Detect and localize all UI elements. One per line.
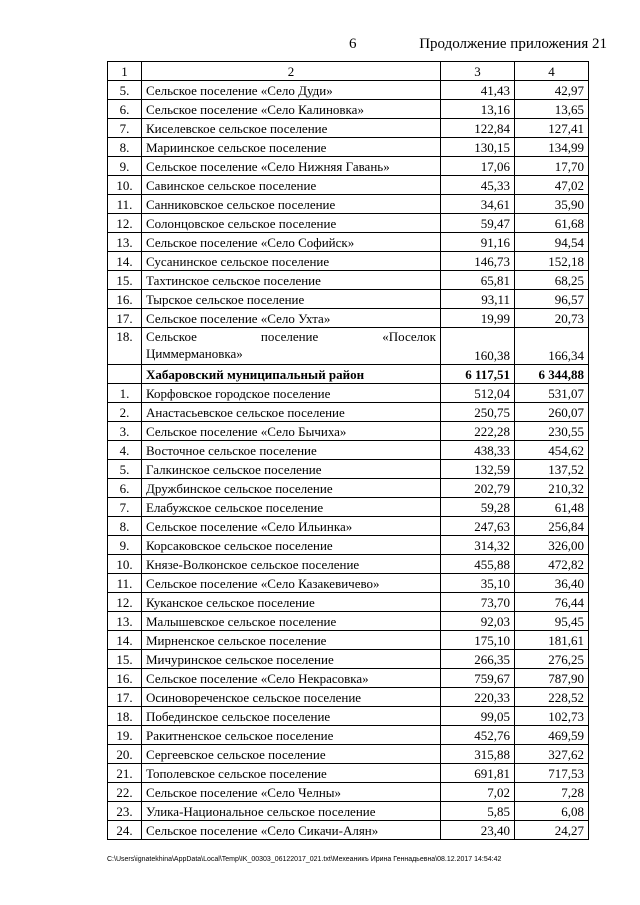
row-name: Ракитненское сельское поселение bbox=[142, 726, 441, 745]
row-value-4: 137,52 bbox=[515, 460, 589, 479]
table-row bbox=[108, 309, 589, 328]
row-value-3: 92,03 bbox=[441, 612, 515, 631]
table-row bbox=[108, 384, 589, 403]
table-row bbox=[108, 157, 589, 176]
row-name: Сельское поселение «Село Калиновка» bbox=[142, 100, 441, 119]
row-value-4: 454,62 bbox=[515, 441, 589, 460]
row-value-3: 73,70 bbox=[441, 593, 515, 612]
row-value-4: 256,84 bbox=[515, 517, 589, 536]
row-value-4: 230,55 bbox=[515, 422, 589, 441]
row-value-3: 512,04 bbox=[441, 384, 515, 403]
table-row bbox=[108, 214, 589, 233]
row-value-4: 787,90 bbox=[515, 669, 589, 688]
row-value-4: 36,40 bbox=[515, 574, 589, 593]
table-row bbox=[108, 252, 589, 271]
table-row bbox=[108, 612, 589, 631]
row-number: 5. bbox=[108, 81, 142, 100]
row-name: Мичуринское сельское поселение bbox=[142, 650, 441, 669]
row-value-4: 6,08 bbox=[515, 802, 589, 821]
table-row bbox=[108, 441, 589, 460]
row-name: Побединское сельское поселение bbox=[142, 707, 441, 726]
footer-path: C:\Users\ignatekhina\AppData\Local\Temp\IK_00303_06122017_021.txt\Мехеаникъ Ирина Геннадьевна\08.12.2017 14:54:42 bbox=[107, 856, 502, 863]
row-value-3: 13,16 bbox=[441, 100, 515, 119]
row-name: Сельское поселение «Село Сикачи-Алян» bbox=[142, 821, 441, 840]
row-number: 24. bbox=[108, 821, 142, 840]
row-number bbox=[108, 365, 142, 384]
row-value-4: 35,90 bbox=[515, 195, 589, 214]
table-row bbox=[108, 119, 589, 138]
row-number: 10. bbox=[108, 176, 142, 195]
row-name: Сергеевское сельское поселение bbox=[142, 745, 441, 764]
row-value-4: 717,53 bbox=[515, 764, 589, 783]
row-value-4: 152,18 bbox=[515, 252, 589, 271]
row-name: Сельское поселение «Село Челны» bbox=[142, 783, 441, 802]
row-name: Сельское поселение «Село Казакевичево» bbox=[142, 574, 441, 593]
table-row bbox=[108, 821, 589, 840]
row-value-3: 17,06 bbox=[441, 157, 515, 176]
row-number: 16. bbox=[108, 290, 142, 309]
row-value-3: 455,88 bbox=[441, 555, 515, 574]
row-value-4: 95,45 bbox=[515, 612, 589, 631]
row-value-4: 76,44 bbox=[515, 593, 589, 612]
table-row bbox=[108, 574, 589, 593]
row-number: 19. bbox=[108, 726, 142, 745]
row-name-word: «Поселок bbox=[382, 329, 436, 344]
table-row bbox=[108, 271, 589, 290]
row-number: 10. bbox=[108, 555, 142, 574]
row-value-3: 35,10 bbox=[441, 574, 515, 593]
table-row bbox=[108, 81, 589, 100]
row-name: Сельское поселение «Село Софийск» bbox=[142, 233, 441, 252]
row-name: Анастасьевское сельское поселение bbox=[142, 403, 441, 422]
table-row bbox=[108, 536, 589, 555]
row-value-4: 20,73 bbox=[515, 309, 589, 328]
row-number: 22. bbox=[108, 783, 142, 802]
table-row bbox=[108, 422, 589, 441]
row-number: 21. bbox=[108, 764, 142, 783]
table-row bbox=[108, 138, 589, 157]
row-value-4: 276,25 bbox=[515, 650, 589, 669]
table-row bbox=[108, 631, 589, 650]
row-value-4: 42,97 bbox=[515, 81, 589, 100]
continuation-label: Продолжение приложения 21 bbox=[419, 36, 607, 52]
row-name: Сельское поселение «Село Дуди» bbox=[142, 81, 441, 100]
row-value-3: 146,73 bbox=[441, 252, 515, 271]
row-value-3: 691,81 bbox=[441, 764, 515, 783]
table-row bbox=[108, 764, 589, 783]
row-value-3: 34,61 bbox=[441, 195, 515, 214]
row-value-3: 266,35 bbox=[441, 650, 515, 669]
row-number: 16. bbox=[108, 669, 142, 688]
table-row bbox=[108, 100, 589, 119]
table-row bbox=[108, 460, 589, 479]
row-number: 8. bbox=[108, 517, 142, 536]
row-value-3: 23,40 bbox=[441, 821, 515, 840]
row-name: Князе-Волконское сельское поселение bbox=[142, 555, 441, 574]
table-row bbox=[108, 479, 589, 498]
row-number: 7. bbox=[108, 119, 142, 138]
row-value-4: 102,73 bbox=[515, 707, 589, 726]
row-number: 11. bbox=[108, 574, 142, 593]
row-value-4: 7,28 bbox=[515, 783, 589, 802]
district-value-3: 6 117,51 bbox=[441, 365, 515, 384]
row-value-4: 166,34 bbox=[515, 328, 589, 365]
row-name: Тырское сельское поселение bbox=[142, 290, 441, 309]
table-row bbox=[108, 707, 589, 726]
row-value-4: 228,52 bbox=[515, 688, 589, 707]
row-value-4: 469,59 bbox=[515, 726, 589, 745]
row-value-3: 41,43 bbox=[441, 81, 515, 100]
row-value-3: 91,16 bbox=[441, 233, 515, 252]
row-value-3: 59,28 bbox=[441, 498, 515, 517]
header-cell-3: 3 bbox=[441, 62, 515, 81]
row-value-3: 438,33 bbox=[441, 441, 515, 460]
row-value-3: 7,02 bbox=[441, 783, 515, 802]
row-name: Санниковское сельское поселение bbox=[142, 195, 441, 214]
row-name bbox=[142, 328, 441, 365]
table-row bbox=[108, 555, 589, 574]
row-value-3: 250,75 bbox=[441, 403, 515, 422]
district-name: Хабаровский муниципальный район bbox=[142, 365, 441, 384]
table-body bbox=[108, 62, 589, 840]
row-value-4: 210,32 bbox=[515, 479, 589, 498]
row-value-3: 19,99 bbox=[441, 309, 515, 328]
row-name-word: поселение bbox=[260, 329, 319, 344]
table-row bbox=[108, 233, 589, 252]
row-name: Тополевское сельское поселение bbox=[142, 764, 441, 783]
row-value-3: 59,47 bbox=[441, 214, 515, 233]
table-row bbox=[108, 802, 589, 821]
row-value-3: 314,32 bbox=[441, 536, 515, 555]
row-value-3: 247,63 bbox=[441, 517, 515, 536]
row-number: 9. bbox=[108, 157, 142, 176]
row-value-4: 127,41 bbox=[515, 119, 589, 138]
row-name: Елабужское сельское поселение bbox=[142, 498, 441, 517]
row-value-3: 132,59 bbox=[441, 460, 515, 479]
header-cell-1: 1 bbox=[108, 62, 142, 81]
row-name: Сельское поселение «Село Нижняя Гавань» bbox=[142, 157, 441, 176]
header-row bbox=[108, 62, 589, 81]
table-row bbox=[108, 688, 589, 707]
row-name: Восточное сельское поселение bbox=[142, 441, 441, 460]
row-number: 15. bbox=[108, 271, 142, 290]
row-value-3: 99,05 bbox=[441, 707, 515, 726]
row-value-3: 452,76 bbox=[441, 726, 515, 745]
row-number: 12. bbox=[108, 593, 142, 612]
page-number: 6 bbox=[349, 36, 357, 52]
header-cell-4: 4 bbox=[515, 62, 589, 81]
row-value-3: 5,85 bbox=[441, 802, 515, 821]
row-name: Малышевское сельское поселение bbox=[142, 612, 441, 631]
row-number: 17. bbox=[108, 688, 142, 707]
row-number: 18. bbox=[108, 707, 142, 726]
row-name: Киселевское сельское поселение bbox=[142, 119, 441, 138]
table-row bbox=[108, 290, 589, 309]
table-row bbox=[108, 517, 589, 536]
row-number: 9. bbox=[108, 536, 142, 555]
row-value-3: 220,33 bbox=[441, 688, 515, 707]
row-name: Улика-Национальное сельское поселение bbox=[142, 802, 441, 821]
row-name: Осиновореченское сельское поселение bbox=[142, 688, 441, 707]
table-row bbox=[108, 328, 589, 365]
row-number: 3. bbox=[108, 422, 142, 441]
row-value-4: 17,70 bbox=[515, 157, 589, 176]
row-value-3: 65,81 bbox=[441, 271, 515, 290]
row-value-4: 68,25 bbox=[515, 271, 589, 290]
row-number: 23. bbox=[108, 802, 142, 821]
row-value-3: 160,38 bbox=[441, 328, 515, 365]
row-value-3: 315,88 bbox=[441, 745, 515, 764]
row-number: 5. bbox=[108, 460, 142, 479]
row-name: Куканское сельское поселение bbox=[142, 593, 441, 612]
table-row bbox=[108, 195, 589, 214]
header-cell-2: 2 bbox=[142, 62, 441, 81]
row-value-4: 326,00 bbox=[515, 536, 589, 555]
row-name: Мариинское сельское поселение bbox=[142, 138, 441, 157]
row-value-4: 472,82 bbox=[515, 555, 589, 574]
row-value-3: 759,67 bbox=[441, 669, 515, 688]
row-number: 11. bbox=[108, 195, 142, 214]
row-value-4: 134,99 bbox=[515, 138, 589, 157]
row-value-4: 181,61 bbox=[515, 631, 589, 650]
row-value-3: 175,10 bbox=[441, 631, 515, 650]
row-name: Сельское поселение «Село Бычиха» bbox=[142, 422, 441, 441]
row-name: Сусанинское сельское поселение bbox=[142, 252, 441, 271]
table-row bbox=[108, 745, 589, 764]
table-row bbox=[108, 403, 589, 422]
table-row bbox=[108, 593, 589, 612]
row-value-4: 531,07 bbox=[515, 384, 589, 403]
row-value-4: 327,62 bbox=[515, 745, 589, 764]
row-number: 13. bbox=[108, 612, 142, 631]
row-name: Савинское сельское поселение bbox=[142, 176, 441, 195]
row-name: Мирненское сельское поселение bbox=[142, 631, 441, 650]
row-number: 7. bbox=[108, 498, 142, 517]
row-number: 1. bbox=[108, 384, 142, 403]
row-name: Галкинское сельское поселение bbox=[142, 460, 441, 479]
table-row bbox=[108, 783, 589, 802]
row-value-3: 45,33 bbox=[441, 176, 515, 195]
row-value-4: 47,02 bbox=[515, 176, 589, 195]
table-row bbox=[108, 650, 589, 669]
data-table bbox=[107, 61, 589, 840]
row-number: 20. bbox=[108, 745, 142, 764]
row-value-4: 96,57 bbox=[515, 290, 589, 309]
row-name-word: Сельское bbox=[146, 329, 197, 344]
row-name: Сельское поселение «Село Ильинка» bbox=[142, 517, 441, 536]
row-number: 2. bbox=[108, 403, 142, 422]
table-row bbox=[108, 726, 589, 745]
row-name: Корсаковское сельское поселение bbox=[142, 536, 441, 555]
row-value-3: 93,11 bbox=[441, 290, 515, 309]
row-name: Корфовское городское поселение bbox=[142, 384, 441, 403]
row-value-4: 13,65 bbox=[515, 100, 589, 119]
row-number: 13. bbox=[108, 233, 142, 252]
row-name: Тахтинское сельское поселение bbox=[142, 271, 441, 290]
row-number: 15. bbox=[108, 650, 142, 669]
row-value-4: 61,48 bbox=[515, 498, 589, 517]
row-number: 12. bbox=[108, 214, 142, 233]
row-name-line2: Циммермановка» bbox=[146, 346, 243, 361]
table-row bbox=[108, 669, 589, 688]
row-value-4: 61,68 bbox=[515, 214, 589, 233]
row-name: Сельское поселение «Село Ухта» bbox=[142, 309, 441, 328]
row-number: 6. bbox=[108, 479, 142, 498]
row-name: Солонцовское сельское поселение bbox=[142, 214, 441, 233]
row-number: 4. bbox=[108, 441, 142, 460]
row-value-3: 202,79 bbox=[441, 479, 515, 498]
district-value-4: 6 344,88 bbox=[515, 365, 589, 384]
row-value-4: 24,27 bbox=[515, 821, 589, 840]
row-number: 14. bbox=[108, 252, 142, 271]
row-number: 17. bbox=[108, 309, 142, 328]
district-total-row bbox=[108, 365, 589, 384]
row-value-3: 222,28 bbox=[441, 422, 515, 441]
row-value-3: 122,84 bbox=[441, 119, 515, 138]
row-name: Дружбинское сельское поселение bbox=[142, 479, 441, 498]
row-number: 14. bbox=[108, 631, 142, 650]
table-row bbox=[108, 176, 589, 195]
row-value-4: 260,07 bbox=[515, 403, 589, 422]
row-value-4: 94,54 bbox=[515, 233, 589, 252]
row-number: 6. bbox=[108, 100, 142, 119]
table-row bbox=[108, 498, 589, 517]
row-number: 18. bbox=[108, 328, 142, 365]
row-number: 8. bbox=[108, 138, 142, 157]
row-value-3: 130,15 bbox=[441, 138, 515, 157]
row-name: Сельское поселение «Село Некрасовка» bbox=[142, 669, 441, 688]
